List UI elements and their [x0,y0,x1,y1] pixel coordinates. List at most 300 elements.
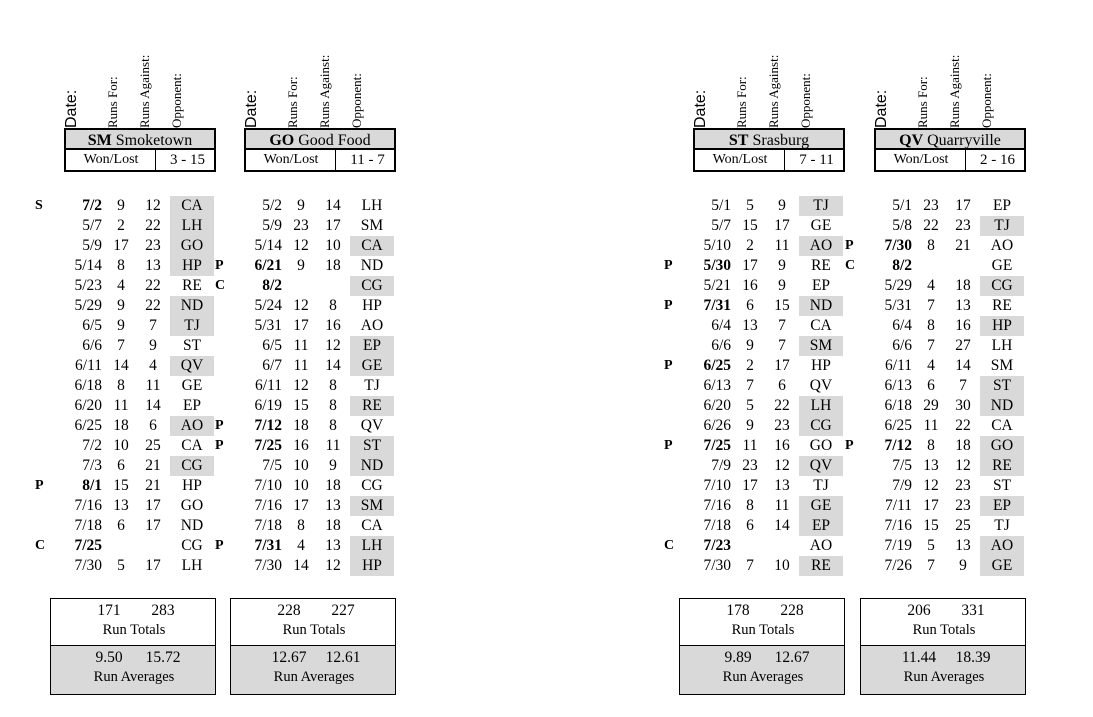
game-mark: P [215,438,224,453]
game-date: 5/14 [254,237,282,254]
game-row [842,496,1032,516]
runs-for: 4 [297,537,305,554]
opponent: AO [990,237,1014,254]
runs-for: 15 [742,217,758,234]
avg-runs-for: 9.50 [95,649,123,666]
runs-against: 21 [955,237,971,254]
game-row [842,276,1032,296]
runs-for: 9 [746,417,754,434]
opponent: GE [181,377,203,394]
runs-for: 5 [117,557,125,574]
runs-against: 22 [145,277,161,294]
game-date: 5/10 [703,237,731,254]
opponent: ST [980,376,1024,396]
game-date: 7/16 [884,517,912,534]
game-date: 7/25 [703,437,731,454]
avg-runs-against: 12.61 [325,649,361,666]
opponent: EP [992,197,1012,214]
runs-for: 4 [927,357,935,374]
opponent: CG [361,477,383,494]
opponent: RE [799,556,843,576]
runs-against: 11 [774,497,790,514]
runs-for: 11 [293,337,309,354]
game-date: 7/19 [884,537,912,554]
game-date: 5/7 [82,217,102,234]
opponent: GO [180,497,204,514]
runs-for-header: Runs For: [105,76,120,128]
game-mark: C [664,538,675,553]
run-totals-label: Run Totals [282,622,346,638]
opponent: ND [360,257,384,274]
runs-for: 2 [746,357,754,374]
game-date: 6/18 [74,377,102,394]
game-row [212,356,402,376]
runs-against: 18 [955,437,971,454]
runs-against: 18 [325,517,341,534]
game-date: 7/16 [254,497,282,514]
runs-for: 9 [117,197,125,214]
run-averages-label: Run Averages [722,669,804,685]
opponent: SM [360,217,384,234]
game-date: 5/31 [884,297,912,314]
runs-for: 8 [117,257,125,274]
game-row [842,336,1032,356]
runs-against: 30 [955,397,971,414]
game-row [212,376,402,396]
won-lost-value: 3 - 15 [155,150,219,170]
runs-for: 13 [923,457,939,474]
game-row [842,376,1032,396]
opponent: CA [810,317,832,334]
opponent: EP [799,516,843,536]
opponent: LH [350,536,394,556]
opponent: CG [181,537,203,554]
runs-for: 9 [117,297,125,314]
game-date: 6/25 [703,357,731,374]
opponent: GE [991,257,1013,274]
opponent: HP [362,297,382,314]
runs-against: 13 [325,497,341,514]
game-date: 5/21 [703,277,731,294]
run-totals-label: Run Totals [102,622,166,638]
runs-against: 18 [955,277,971,294]
runs-for-header: Runs For: [734,76,749,128]
game-mark: C [215,278,226,293]
runs-against: 13 [955,537,971,554]
game-date: 6/13 [884,377,912,394]
avg-runs-for: 9.89 [724,649,752,666]
runs-for: 10 [113,437,129,454]
game-row [842,356,1032,376]
runs-against: 14 [955,357,971,374]
team-name-box [64,128,216,150]
game-row [842,396,1032,416]
runs-against: 16 [325,317,341,334]
game-row [212,496,402,516]
runs-for: 8 [297,517,305,534]
game-date: 7/5 [262,457,282,474]
game-mark: P [845,438,854,453]
runs-against: 12 [774,457,790,474]
game-list [32,196,222,576]
runs-for: 10 [293,477,309,494]
opponent: ND [799,296,843,316]
game-row [32,396,222,416]
won-lost-value: 7 - 11 [784,150,848,170]
runs-for: 14 [293,557,309,574]
avg-runs-against: 15.72 [145,649,181,666]
opponent: CA [350,236,394,256]
game-date: 7/2 [82,437,102,454]
runs-for: 16 [293,437,309,454]
runs-for-header: Runs For: [915,76,930,128]
opponent: EP [811,277,831,294]
runs-against: 8 [329,417,337,434]
game-row [212,416,402,436]
runs-against: 22 [145,297,161,314]
date-header: Date: [63,89,80,128]
opponent: EP [350,336,394,356]
runs-against: 17 [145,497,161,514]
game-date: 6/20 [703,397,731,414]
game-date: 6/19 [254,397,282,414]
game-row [842,416,1032,436]
game-date: 5/31 [254,317,282,334]
game-date: 7/9 [892,477,912,494]
runs-for: 7 [927,337,935,354]
runs-for: 18 [293,417,309,434]
runs-against: 9 [778,257,786,274]
won-lost-label: Won/Lost [83,152,139,167]
runs-against: 22 [774,397,790,414]
runs-against: 8 [329,297,337,314]
opponent: LH [170,216,214,236]
game-row [32,476,222,496]
opponent: CA [181,437,203,454]
team-panel-go [212,0,402,717]
game-mark: P [215,418,224,433]
opponent: QV [799,456,843,476]
game-date: 7/18 [74,517,102,534]
game-date: 5/14 [74,257,102,274]
game-row [661,556,851,576]
runs-against: 23 [145,237,161,254]
opponent: TJ [799,196,843,216]
runs-for: 7 [117,337,125,354]
game-row [212,536,402,556]
game-row [842,296,1032,316]
runs-for: 15 [293,397,309,414]
runs-against: 7 [778,337,786,354]
runs-against: 13 [145,257,161,274]
game-mark: P [664,438,673,453]
run-totals-box [50,598,216,646]
game-row [212,296,402,316]
runs-for: 11 [293,357,309,374]
runs-against: 23 [774,417,790,434]
game-row [212,556,402,576]
opponent: ST [350,436,394,456]
runs-for: 11 [742,437,758,454]
opponent: ND [170,296,214,316]
total-runs-for: 206 [907,602,931,619]
opponent-header: Opponent: [798,73,813,128]
runs-against: 13 [774,477,790,494]
runs-against: 22 [955,417,971,434]
opponent: EP [980,496,1024,516]
opponent-header: Opponent: [169,73,184,128]
game-date: 6/26 [703,417,731,434]
game-row [32,456,222,476]
game-date: 7/30 [884,237,912,254]
opponent: QV [360,417,384,434]
runs-against: 15 [774,297,790,314]
game-mark: P [664,258,673,273]
runs-for: 2 [746,237,754,254]
runs-for: 6 [117,457,125,474]
runs-against: 21 [145,477,161,494]
game-row [661,356,851,376]
runs-for: 18 [113,417,129,434]
total-runs-against: 228 [780,602,804,619]
opponent: AO [360,317,384,334]
runs-for: 9 [297,197,305,214]
opponent: TJ [813,477,829,494]
game-mark: C [845,258,856,273]
game-list [661,196,851,576]
runs-against: 13 [325,537,341,554]
game-date: 7/31 [703,297,731,314]
date-header: Date: [873,89,890,128]
game-date: 5/1 [711,197,731,214]
runs-against: 11 [325,437,341,454]
runs-for: 23 [742,457,758,474]
game-row [32,196,222,216]
game-date: 7/12 [254,417,282,434]
game-date: 7/18 [254,517,282,534]
opponent: CA [361,517,383,534]
total-runs-for: 178 [726,602,750,619]
runs-for: 23 [923,197,939,214]
game-row [842,536,1032,556]
run-averages-label: Run Averages [903,669,985,685]
game-date: 7/18 [703,517,731,534]
game-row [32,356,222,376]
game-date: 8/2 [262,277,282,294]
game-date: 6/25 [884,417,912,434]
game-row [212,336,402,356]
game-row [212,476,402,496]
team-panel-sm [32,0,222,717]
team-code: ST [728,132,749,149]
game-row [661,196,851,216]
game-date: 6/7 [262,357,282,374]
runs-against-header: Runs Against: [317,54,332,128]
opponent: HP [170,256,214,276]
game-row [212,396,402,416]
team-panel-st [661,0,851,717]
runs-for: 6 [117,517,125,534]
runs-against: 14 [325,357,341,374]
opponent: LH [799,396,843,416]
opponent: HP [980,316,1024,336]
game-row [661,316,851,336]
runs-for: 17 [742,477,758,494]
game-date: 6/11 [75,357,102,374]
game-date: 5/9 [262,217,282,234]
run-averages-label: Run Averages [93,669,175,685]
game-date: 6/13 [703,377,731,394]
game-date: 6/21 [254,257,282,274]
game-row [661,396,851,416]
opponent: CA [991,417,1013,434]
runs-against: 14 [325,197,341,214]
game-date: 6/4 [711,317,731,334]
game-date: 5/7 [711,217,731,234]
runs-against-header: Runs Against: [137,54,152,128]
game-date: 6/5 [262,337,282,354]
team-name: Smoketown [115,132,193,149]
opponent: ND [180,517,204,534]
game-row [842,516,1032,536]
runs-against: 9 [149,337,157,354]
runs-for: 14 [113,357,129,374]
opponent: SM [990,357,1014,374]
game-date: 5/23 [74,277,102,294]
game-mark: P [215,538,224,553]
run-averages-box [860,646,1026,695]
game-date: 6/20 [74,397,102,414]
run-totals-box [679,598,845,646]
runs-for: 9 [297,257,305,274]
runs-for: 11 [113,397,129,414]
avg-runs-for: 11.44 [901,649,937,666]
game-row [212,316,402,336]
team-code: GO [269,132,295,149]
game-row [842,216,1032,236]
game-row [661,476,851,496]
opponent: GO [170,236,214,256]
game-row [32,556,222,576]
team-name-box [244,128,396,150]
run-averages-box [50,646,216,695]
game-row [212,456,402,476]
game-date: 5/29 [74,297,102,314]
game-date: 7/30 [254,557,282,574]
runs-for: 15 [923,517,939,534]
runs-for: 4 [927,277,935,294]
runs-against: 16 [774,437,790,454]
game-date: 6/4 [892,317,912,334]
opponent: RE [182,277,202,294]
opponent: GO [980,436,1024,456]
game-row [661,276,851,296]
runs-against: 27 [955,337,971,354]
runs-for: 8 [746,497,754,514]
game-mark: P [215,258,224,273]
game-row [842,196,1032,216]
runs-for: 6 [746,297,754,314]
column-headers [212,0,402,128]
runs-for: 6 [746,517,754,534]
game-row [32,416,222,436]
game-date: 7/2 [82,197,102,214]
game-date: 7/31 [254,537,282,554]
game-row [32,236,222,256]
game-row [842,456,1032,476]
opponent: TJ [980,216,1024,236]
game-date: 7/25 [74,537,102,554]
team-panel-qv [842,0,1032,717]
game-row [842,236,1032,256]
runs-for: 2 [117,217,125,234]
won-lost-box [693,150,845,172]
game-date: 7/25 [254,437,282,454]
runs-against: 14 [774,517,790,534]
run-averages-box [679,646,845,695]
game-date: 6/11 [885,357,912,374]
runs-for: 5 [746,397,754,414]
opponent: GE [799,496,843,516]
runs-for: 5 [927,537,935,554]
game-date: 7/23 [703,537,731,554]
runs-against: 7 [778,317,786,334]
game-date: 7/26 [884,557,912,574]
opponent: CA [170,196,214,216]
game-date: 5/2 [262,197,282,214]
run-totals-label: Run Totals [731,622,795,638]
runs-for: 8 [927,437,935,454]
game-date: 7/30 [74,557,102,574]
column-headers [32,0,222,128]
game-date: 7/11 [885,497,912,514]
runs-against: 6 [778,377,786,394]
total-runs-against: 331 [961,602,985,619]
opponent: ND [980,396,1024,416]
runs-for: 11 [923,417,939,434]
opponent: GO [809,437,833,454]
runs-for: 8 [927,237,935,254]
runs-for: 22 [923,217,939,234]
run-averages-label: Run Averages [273,669,355,685]
game-mark: P [35,478,44,493]
avg-runs-against: 18.39 [955,649,991,666]
game-date: 7/9 [711,457,731,474]
game-row [661,456,851,476]
runs-against: 22 [145,217,161,234]
runs-for-header: Runs For: [285,76,300,128]
game-row [842,316,1032,336]
runs-for: 8 [927,317,935,334]
opponent: CG [980,276,1024,296]
game-row [842,436,1032,456]
game-date: 7/10 [703,477,731,494]
runs-against: 11 [774,237,790,254]
game-row [661,436,851,456]
runs-against-header: Runs Against: [947,54,962,128]
game-date: 5/30 [703,257,731,274]
game-row [212,276,402,296]
runs-against: 17 [325,217,341,234]
opponent: HP [350,556,394,576]
runs-for: 5 [746,197,754,214]
opponent: AO [170,416,214,436]
game-row [661,296,851,316]
game-row [661,376,851,396]
won-lost-label: Won/Lost [893,152,949,167]
game-row [32,516,222,536]
runs-against: 10 [325,237,341,254]
